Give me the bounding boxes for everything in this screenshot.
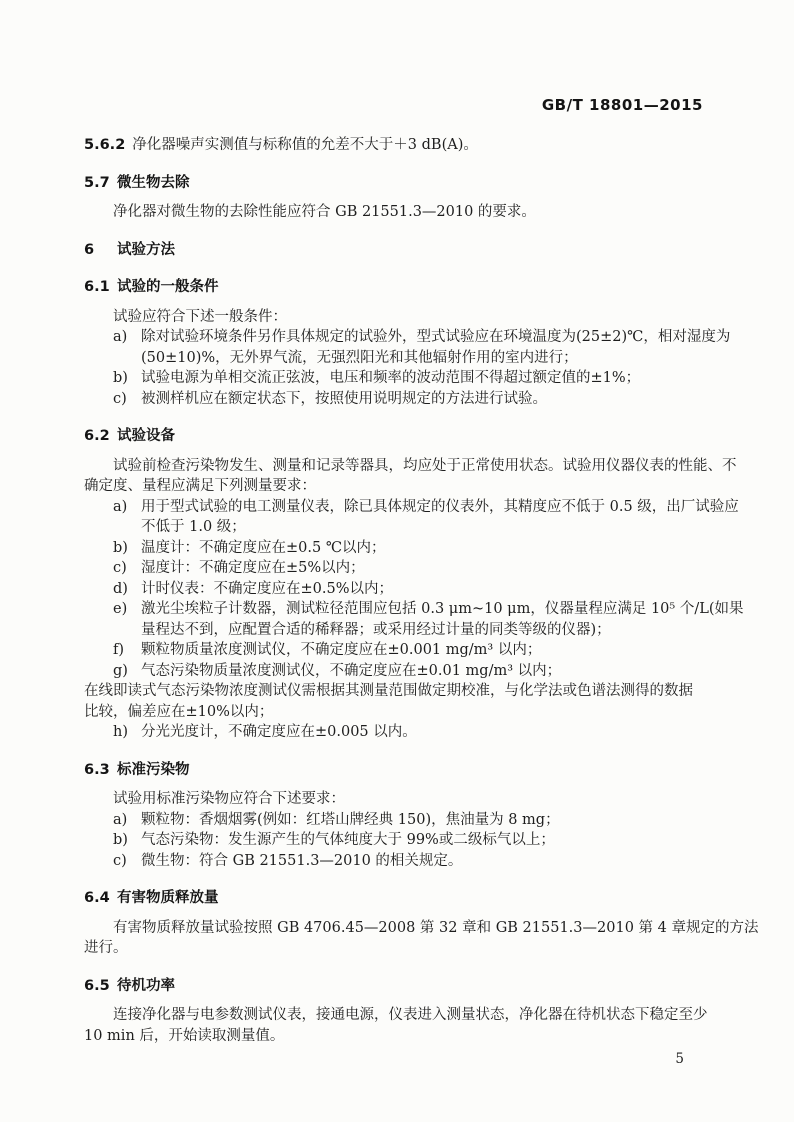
clause-5-6-2-number: 5.6.2 (84, 137, 126, 153)
para-6-5-line-1: 连接净化器与电参数测试仪表，接通电源，仪表进入测量状态，净化器在待机状态下稳定至少 (113, 1007, 708, 1023)
list-item-6-3-b (84, 830, 703, 851)
item-marker: a) (113, 811, 128, 828)
heading-6-2 (84, 426, 703, 447)
item-marker: c) (113, 560, 127, 576)
heading-6-1 (84, 277, 703, 298)
item-line: 气态污染物质量浓度测试仪，不确定度应在±0.01 mg/m³ 以内； (141, 662, 562, 679)
item-line: 量程达不到，应配置合适的稀释器；或采用经过计量的同类等级的仪器)； (141, 621, 611, 638)
para-5-7-line: 净化器对微生物的去除性能应符合 GB 21551.3—2010 的要求。 (113, 204, 536, 220)
heading-6-3-number: 6.3 (84, 761, 110, 778)
para-6-4-line-2: 进行。 (84, 940, 128, 956)
heading-5-7-number: 5.7 (84, 174, 110, 191)
heading-5-7-title: 微生物去除 (117, 174, 190, 191)
para-6-3-intro (84, 789, 703, 810)
list-item-6-2-d (84, 579, 703, 600)
list-item-6-3-a (84, 810, 703, 831)
item-line: 计时仪表：不确定度应在±0.5%以内； (141, 580, 393, 597)
heading-5-7 (84, 173, 703, 194)
heading-6-4 (84, 888, 703, 909)
clause-5-6-2 (84, 135, 703, 156)
list-item-6-1-b (84, 368, 703, 389)
item-marker: c) (113, 390, 127, 407)
item-marker: b) (113, 832, 128, 848)
item-line: 试验电源为单相交流正弦波，电压和频率的波动范围不得超过额定值的±1%； (141, 370, 641, 386)
item-line: 微生物：符合 GB 21551.3—2010 的相关规定。 (141, 852, 463, 869)
para-6-2 (84, 456, 737, 497)
para-6-1-intro (84, 307, 703, 328)
item-line: 不低于 1.0 级； (141, 519, 246, 535)
clause-5-6-2-text: 净化器噪声实测值与标称值的允差不大于＋3 dB(A)。 (132, 137, 478, 153)
list-6-1 (84, 327, 731, 409)
list-6-3 (84, 810, 703, 872)
item-marker: b) (113, 539, 128, 556)
heading-6-4-number: 6.4 (84, 890, 110, 906)
list-item-6-2-b (84, 538, 703, 559)
page-number: 5 (675, 1051, 684, 1067)
item-line: 颗粒物：香烟烟雾(例如：红塔山牌经典 150)，焦油量为 8 mg； (141, 811, 560, 828)
list-item-6-2-g (84, 661, 703, 682)
para-6-1-intro-line: 试验应符合下述一般条件： (113, 308, 287, 325)
item-line: 激光尘埃粒子计数器，测试粒径范围应包括 0.3 μm~10 μm，仪器量程应满足 10⁵ 个/L(如果 (141, 601, 744, 617)
item-line: 分光光度计，不确定度应在±0.005 以内。 (141, 724, 417, 740)
para-6-4 (84, 918, 759, 959)
para-6-5-line-2: 10 min 后，开始读取测量值。 (84, 1027, 285, 1044)
heading-6-3 (84, 760, 703, 781)
item-marker: b) (113, 370, 128, 386)
item-marker: a) (113, 498, 128, 515)
heading-6 (84, 240, 703, 261)
standard-number: GB/T 18801—2015 (541, 96, 703, 114)
item-marker: e) (113, 601, 128, 617)
item-line: 气态污染物：发生源产生的气体纯度大于 99%或二级标气以上； (141, 832, 555, 848)
list-item-6-1-c (84, 389, 703, 410)
heading-6-title: 试验方法 (117, 241, 175, 258)
para-6-2-calibration-note (84, 681, 703, 722)
item-line: 湿度计：不确定度应在±5%以内； (141, 560, 365, 576)
list-item-6-2-c (84, 558, 703, 579)
heading-6-3-title: 标准污染物 (117, 761, 190, 778)
list-6-2 (84, 497, 744, 682)
para-6-3-intro-line: 试验用标准污染物应符合下述要求： (113, 791, 345, 807)
heading-6-number: 6 (84, 241, 95, 258)
heading-6-1-title: 试验的一般条件 (117, 279, 219, 295)
item-line: 用于型式试验的电工测量仪表，除已具体规定的仪表外，其精度应不低于 0.5 级，出厂试验应 (141, 498, 739, 515)
item-line: (50±10)%，无外界气流，无强烈阳光和其他辐射作用的室内进行； (141, 349, 578, 366)
para-5-7 (84, 202, 703, 223)
heading-6-5 (84, 976, 703, 997)
heading-6-5-title: 待机功率 (117, 977, 175, 994)
item-marker: h) (113, 724, 128, 740)
para-6-2-line-1: 试验前检查污染物发生、测量和记录等器具，均应处于正常使用状态。试验用仪器仪表的性能、不 (113, 457, 737, 474)
item-marker: f) (113, 642, 125, 658)
heading-6-4-title: 有害物质释放量 (117, 890, 219, 906)
item-marker: a) (113, 329, 128, 345)
item-line: 温度计：不确定度应在±0.5 ℃以内； (141, 539, 386, 556)
item-line: 被测样机应在额定状态下，按照使用说明规定的方法进行试验。 (141, 390, 547, 407)
list-item-6-1-a (84, 327, 731, 368)
item-line: 颗粒物质量浓度测试仪，不确定度应在±0.001 mg/m³ 以内； (141, 642, 542, 658)
para-6-2-line-2: 确定度、量程应满足下列测量要求： (84, 478, 316, 494)
note-line-2: 比较，偏差应在±10%以内； (84, 703, 274, 720)
note-line-1: 在线即读式气态污染物浓度测试仪需根据其测量范围做定期校准，与化学法或色谱法测得的数据 (84, 683, 693, 699)
list-item-6-2-h (84, 722, 703, 743)
heading-6-2-title: 试验设备 (117, 428, 175, 444)
list-item-6-2-e (84, 599, 744, 640)
item-marker: d) (113, 580, 128, 597)
item-marker: c) (113, 852, 127, 869)
heading-6-2-number: 6.2 (84, 428, 110, 444)
list-item-6-3-c (84, 851, 703, 872)
heading-6-1-number: 6.1 (84, 279, 110, 295)
item-line: 除对试验环境条件另作具体规定的试验外，型式试验应在环境温度为(25±2)℃，相对湿度为 (141, 329, 731, 345)
heading-6-5-number: 6.5 (84, 977, 110, 994)
list-item-6-2-f (84, 640, 703, 661)
list-item-6-2-a (84, 497, 739, 538)
item-marker: g) (113, 662, 128, 679)
para-6-5 (84, 1005, 708, 1046)
para-6-4-line-1: 有害物质释放量试验按照 GB 4706.45—2008 第 32 章和 GB 21551.3—2010 第 4 章规定的方法 (113, 919, 759, 936)
